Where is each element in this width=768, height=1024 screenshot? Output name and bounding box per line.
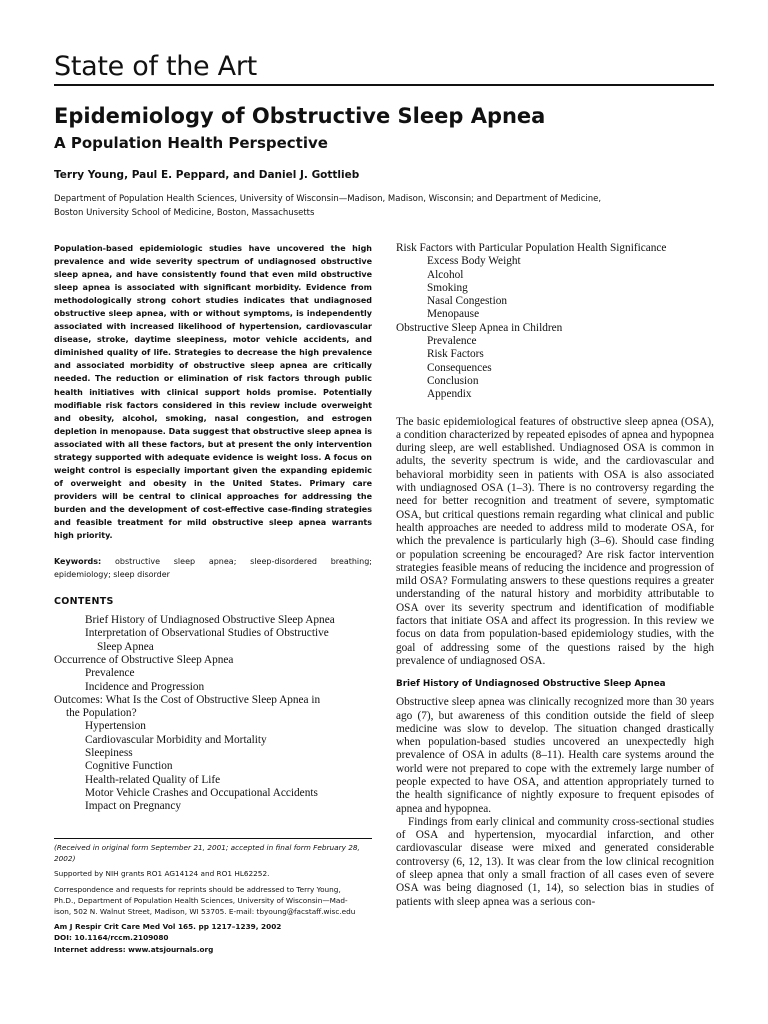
correspondence-line: Correspondence and requests for reprints should be addressed to Terry Young,	[54, 884, 341, 894]
journal-line: Am J Respir Crit Care Med Vol 165. pp 1217–1239, 2002	[54, 922, 282, 932]
toc-entry: Risk Factors	[427, 348, 484, 361]
keywords-label: Keywords:	[54, 557, 102, 567]
toc-entry: Hypertension	[85, 720, 146, 733]
table-of-contents	[54, 614, 372, 813]
right-column	[396, 242, 714, 909]
toc-entry: Appendix	[427, 388, 472, 401]
toc-entry: Cardiovascular Morbidity and Mortality	[85, 733, 267, 746]
toc-entry: the Population?	[66, 707, 137, 720]
toc-entry: Sleepiness	[85, 747, 133, 760]
toc-entry: Sleep Apnea	[97, 640, 154, 653]
affiliation-line: Department of Population Health Sciences, University of Wisconsin—Madison, Madison, Wisconsin; and Department of Medicine,	[54, 194, 602, 204]
toc-entry: Health-related Quality of Life	[85, 773, 221, 786]
intro-paragraph: The basic epidemiological features of obstructive sleep apnea (OSA), a condition characterized by repeated episodes of apnea and hypopnea during sleep, are well established. Undiagnosed OSA is common in adults, the severity spectrum is wide, and the cardiovascular and behavioral morbidity seen in patients with OSA is also associated with undiagnosed OSA (1–3). There is no controversy regarding the need for better recognition and treatment of severe, symptomatic OSA, but critical questions remain regarding what clinical and public health approaches are needed to address mild to moderate OSA, for which the prevalence is particularly high (3–6). Should case finding or population screening be encouraged? Are risk factor intervention strategies feasible means of reducing the incidence and progression of mild OSA? Formulating answers to these questions requires a greater understanding of the natural history and morbidity attributable to OSA over its severity spectrum and identification of modifiable factors that initiate OSA and affect its progression. In this review we focus on data from population-based epidemiology studies, with the goal of addressing some of the questions raised by the high prevalence of undiagnosed OSA.	[396, 415, 714, 667]
article-subtitle: A Population Health Perspective	[54, 134, 328, 152]
toc-entry: Risk Factors with Particular Population Health Significance	[396, 242, 667, 254]
toc-entry: Incidence and Progression	[85, 680, 205, 693]
article-title: Epidemiology of Obstructive Sleep Apnea	[54, 104, 546, 128]
toc-entry: Occurrence of Obstructive Sleep Apnea	[54, 653, 234, 666]
toc-entry: Alcohol	[427, 268, 464, 281]
toc-entry: Prevalence	[427, 335, 477, 348]
toc-entry: Consequences	[427, 361, 492, 374]
keywords-text: obstructive sleep apnea; sleep-disordered breathing; epidemiology; sleep disorder	[54, 557, 372, 580]
received-dates: (Received in original form September 21, 2001; accepted in final form February 28, 2002)	[54, 843, 360, 864]
section-heading: Brief History of Undiagnosed Obstructive Sleep Apnea	[396, 679, 666, 690]
author-list: Terry Young, Paul E. Peppard, and Daniel J. Gottlieb	[54, 169, 360, 181]
abstract: Population-based epidemiologic studies have uncovered the high prevalence and wide severity spectrum of undiagnosed obstructive sleep apnea, and have consistently found that even mild obstructive sleep apnea is associated with significant morbidity. Evidence from methodologically strong cohort studies indicates that undiagnosed obstructive sleep apnea, with or without symptoms, is independently associated with increased likelihood of hypertension, cardiovascular disease, stroke, daytime sleepiness, motor vehicle accidents, and diminished quality of life. Strategies to decrease the high prevalence and associated morbidity of obstructive sleep apnea are critically needed. The reduction or elimination of risk factors through public health initiatives with clinical support holds promise. Potentially modifiable risk factors considered in this review include overweight and obesity, alcohol, smoking, nasal congestion, and estrogen depletion in menopause. Data suggest that obstructive sleep apnea is associated with all these factors, but at present the only intervention strategy supported with adequate evidence is weight loss. A focus on weight control is especially important given the expanding epidemic of overweight and obesity in the United States. Primary care providers will be central to clinical approaches for addressing the burden and the development of cost-effective case-finding strategies and feasible treatment for mild obstructive sleep apnea warrants high priority.	[54, 244, 372, 541]
section-header	[54, 50, 714, 86]
toc-entry: Excess Body Weight	[427, 255, 521, 268]
toc-entry: Impact on Pregnancy	[85, 800, 181, 813]
contents-heading: CONTENTS	[54, 596, 114, 608]
toc-entry: Nasal Congestion	[427, 295, 508, 308]
toc-entry: Conclusion	[427, 374, 479, 387]
toc-entry: Obstructive Sleep Apnea in Children	[396, 321, 563, 334]
toc-entry: Outcomes: What Is the Cost of Obstructive Sleep Apnea in	[54, 693, 321, 706]
correspondence-line: ison, 502 N. Walnut Street, Madison, WI 53705. E-mail: tbyoung@facstaff.wisc.edu	[54, 907, 356, 917]
toc-entry: Motor Vehicle Crashes and Occupational Accidents	[85, 786, 318, 799]
correspondence-note	[54, 884, 372, 918]
section-label: State of the Art	[54, 51, 257, 82]
left-column	[54, 242, 372, 814]
toc-entry: Interpretation of Observational Studies of Obstructive	[85, 627, 329, 640]
toc-entry: Smoking	[427, 281, 468, 294]
affiliation-line: Boston University School of Medicine, Boston, Massachusetts	[54, 208, 315, 218]
toc-entry: Cognitive Function	[85, 760, 173, 773]
footnote	[54, 838, 372, 955]
internet-address-line: Internet address: www.atsjournals.org	[54, 944, 214, 954]
toc-entry: Brief History of Undiagnosed Obstructive Sleep Apnea	[85, 614, 335, 627]
correspondence-line: Ph.D., Department of Population Health Sciences, University of Wisconsin—Mad-	[54, 895, 348, 905]
toc-entry: Menopause	[427, 308, 480, 321]
keywords	[54, 555, 372, 581]
toc-entry: Prevalence	[85, 667, 135, 680]
journal-citation	[54, 921, 372, 955]
doi-line: DOI: 10.1164/rccm.2109080	[54, 933, 169, 943]
affiliation	[54, 192, 714, 220]
funding-note: Supported by NIH grants RO1 AG14124 and RO1 HL62252.	[54, 869, 270, 879]
table-of-contents-continued	[396, 242, 714, 402]
body-paragraph: Findings from early clinical and community cross-sectional studies of OSA and hypertension, myocardial infarction, and other cardiovascular disease were mixed and generated considerable controversy (6, 12, 13). It was clear from the low clinical recognition of sleep apnea that only a small fraction of all cases even of severe OSA was being diagnosed (1, 14), so selection bias in studies of patients with sleep apnea was a serious con-	[396, 815, 714, 908]
body-paragraph: Obstructive sleep apnea was clinically recognized more than 30 years ago (7), but awareness of this condition outside the field of sleep medicine was slow to develop. The situation changed drastically when population-based studies uncovered an unexpectedly high prevalence of OSA in adults (8–11). Health care systems around the world were not prepared to cope with the extremely large number of people expected to have OSA, and attention appropriately turned to the health significance of nightly exposure to frequent episodes of apnea and hypopnea.	[396, 696, 714, 815]
